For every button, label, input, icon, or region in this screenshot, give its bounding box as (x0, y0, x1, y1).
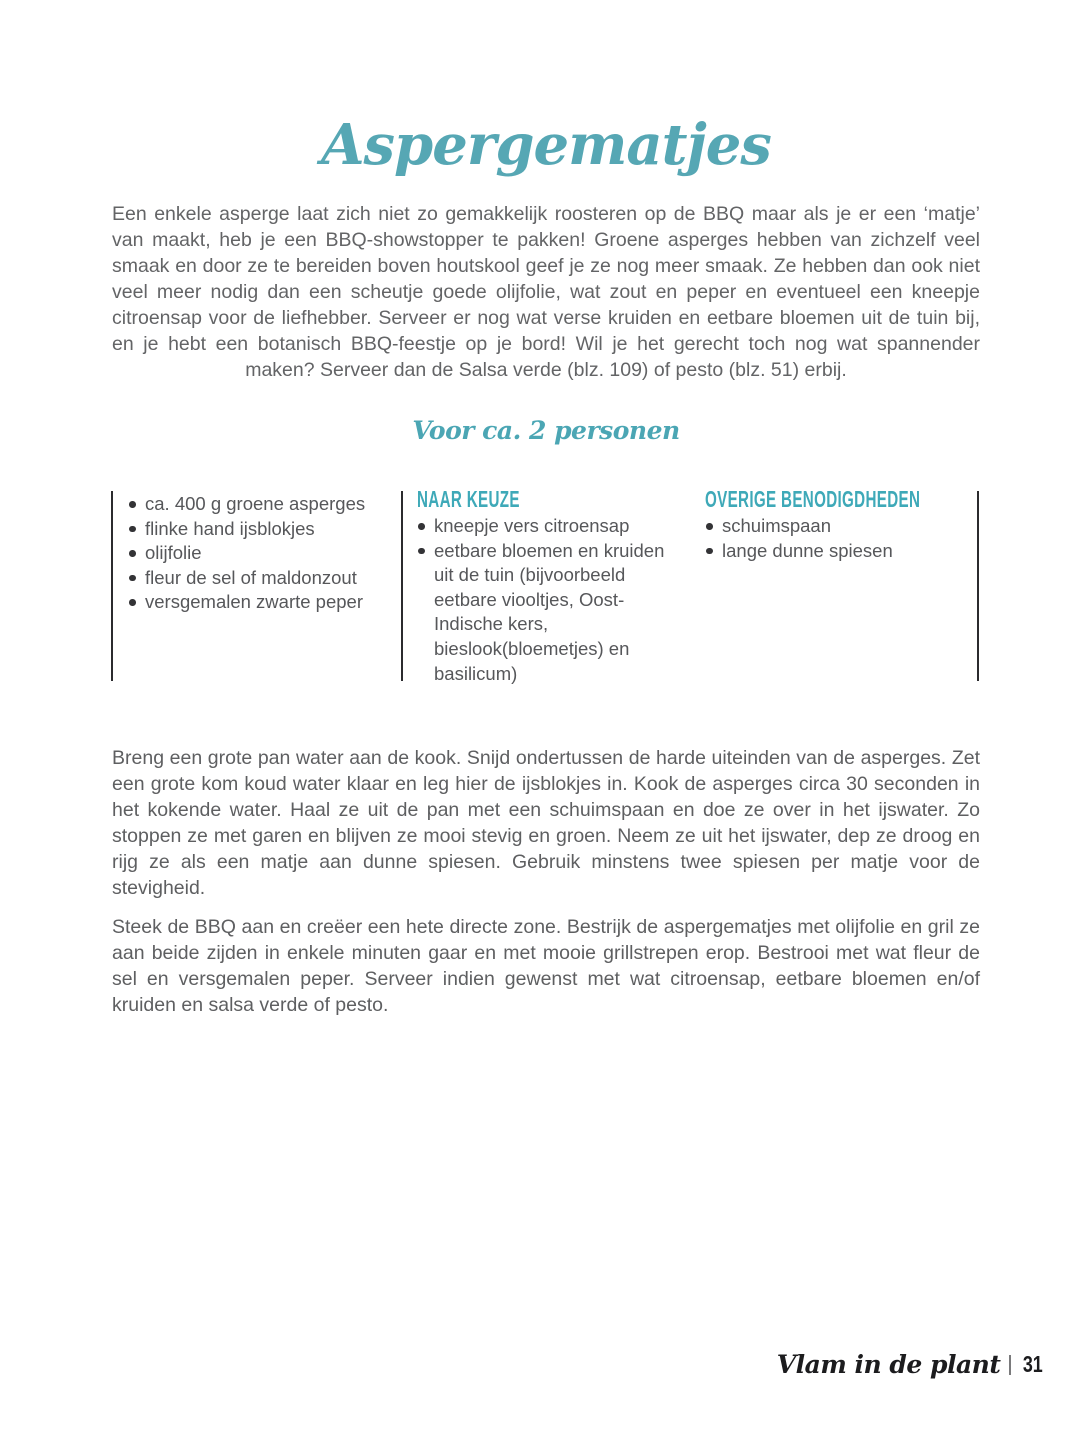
intro-paragraph: Een enkele asperge laat zich niet zo gemakkelijk roosteren op de BBQ maar als je er een ‘matje’ van maakt, heb je een BBQ-showstopper te pakken! Groene asperges hebben van zichzelf veel smaak en door ze te bereiden boven houtskool geef je ze nog meer smaak. Ze hebben dan ook niet veel meer nodig dan een scheutje goede olijfolie, wat zout en peper en eventueel een kneepje citroensap voor de liefhebber. Serveer er nog wat verse kruiden en eetbare bloemen uit de tuin bij, en je hebt een botanisch BBQ-feestje op je bord! Wil je het gerecht toch nog wat spannender maken? Serveer dan de Salsa verde (blz. 109) of pesto (blz. 51) erbij. (112, 203, 980, 381)
footer-divider (1009, 1355, 1011, 1375)
ingredient-item: eetbare bloemen en kruiden uit de tuin (bijvoorbeeld eetbare viooltjes, Oost-Indische kers, bieslook(bloemetjes) en basilicum) (417, 539, 673, 687)
equipment-column-heading: OVERIGE BENODIGDHEDEN (705, 486, 921, 512)
ingredient-item: olijfolie (128, 541, 386, 566)
ingredient-item: fleur de sel of maldonzout (128, 566, 386, 591)
ingredients-column-equipment (705, 487, 973, 563)
equipment-item: lange dunne spiesen (705, 539, 973, 564)
method-paragraph-2: Steek de BBQ aan en creëer een hete directe zone. Bestrijk de aspergematjes met olijfolie en gril ze aan beide zijden in enkele minuten gaar en met mooie grillstrepen erop. Bestrooi met wat fleur de sel en versgemalen peper. Serveer indien gewenst met wat citroensap, eetbare bloemen en/of kruiden en salsa verde of pesto. (112, 916, 980, 1016)
page-title: Aspergematjes (321, 112, 771, 178)
serving-size-heading: Voor ca. 2 personen (412, 416, 680, 445)
ingredients-column-main (128, 492, 386, 615)
method-section (112, 745, 980, 1018)
ingredient-item: ca. 400 g groene asperges (128, 492, 386, 517)
ingredients-rule-left (111, 491, 113, 681)
ingredient-item: kneepje vers citroensap (417, 514, 673, 539)
ingredient-item: versgemalen zwarte peper (128, 590, 386, 615)
equipment-item: schuimspaan (705, 514, 973, 539)
book-title: Vlam in de plant (776, 1350, 1001, 1379)
equipment-list (705, 514, 973, 563)
ingredients-list-optional (417, 514, 673, 686)
ingredients-list-main (128, 492, 386, 615)
ingredient-item: flinke hand ijsblokjes (128, 517, 386, 542)
page-number: 31 (1023, 1351, 1044, 1377)
ingredients-column-optional (417, 487, 673, 686)
ingredients-rule-middle (401, 491, 403, 681)
ingredients-rule-right (977, 491, 979, 681)
page-footer (777, 1350, 1046, 1379)
optional-column-heading: NAAR KEUZE (417, 486, 520, 512)
method-paragraph-1: Breng een grote pan water aan de kook. Snijd ondertussen de harde uiteinden van de asperges. Zet een grote kom koud water klaar en leg hier de ijsblokjes in. Kook de asperges circa 30 seconden in het kokende water. Haal ze uit de pan met een schuimspaan en doe ze over in het ijswater. Zo stoppen ze met garen en blijven ze mooi stevig en groen. Neem ze uit het ijswater, dep ze droog en rijg ze als een matje aan dunne spiesen. Gebruik minstens twee spiesen per matje voor de stevigheid. (112, 747, 980, 899)
